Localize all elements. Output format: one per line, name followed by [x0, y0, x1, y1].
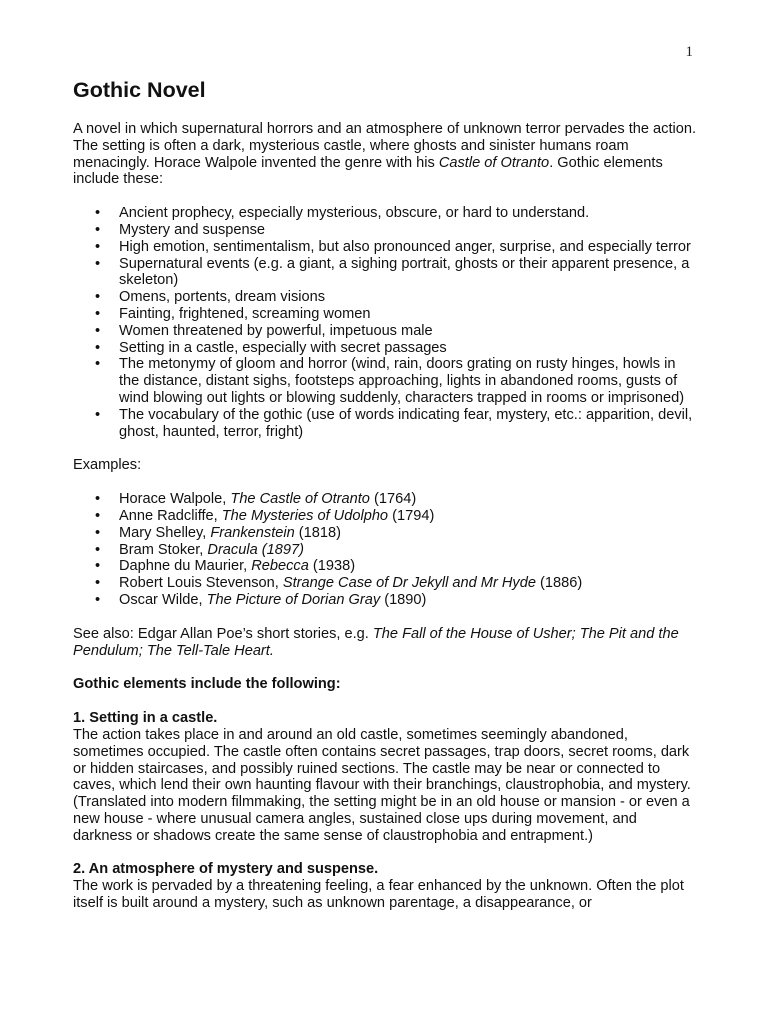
- intro-italic-title: Castle of Otranto: [438, 154, 550, 171]
- see-also-titles: The Fall of the House of Usher; The Pit and the Pendulum; The Tell-Tale Heart.: [73, 625, 679, 659]
- list-item: • Omens, portents, dream visions: [73, 289, 698, 306]
- example-item: [73, 491, 698, 508]
- example-item: [73, 525, 698, 542]
- example-item: [73, 558, 698, 575]
- example-work: Rebecca: [251, 558, 309, 575]
- example-author: Daphne du Maurier,: [119, 558, 252, 575]
- example-year: (1890): [380, 591, 427, 608]
- examples-list: [73, 491, 698, 609]
- example-work: The Mysteries of Udolpho: [221, 507, 389, 524]
- see-also-text: See also: Edgar Allan Poe’s short stories, e.g.: [73, 625, 373, 642]
- section-heading: 2. An atmosphere of mystery and suspense.: [73, 861, 379, 878]
- example-author: Bram Stoker,: [119, 541, 208, 558]
- elements-heading: Gothic elements include the following:: [73, 676, 341, 693]
- example-author: Oscar Wilde,: [119, 591, 207, 608]
- list-item: • Supernatural events (e.g. a giant, a sighing portrait, ghosts or their apparent presence, a skeleton): [73, 256, 698, 290]
- example-item: [73, 592, 698, 609]
- example-work: Frankenstein: [210, 524, 295, 541]
- example-work: Dracula (1897): [207, 541, 304, 558]
- list-item: • Fainting, frightened, screaming women: [73, 306, 698, 323]
- document-body: [73, 76, 698, 912]
- intro-text-end: . Gothic elements include these:: [73, 154, 663, 188]
- example-work: Strange Case of Dr Jekyll and Mr Hyde: [282, 575, 536, 592]
- example-item: [73, 542, 698, 559]
- example-work: The Picture of Dorian Gray: [206, 591, 381, 608]
- list-item: • The vocabulary of the gothic (use of words indicating fear, mystery, etc.: apparition, devil, ghost, haunted, terror, fright): [73, 407, 698, 441]
- list-item: • The metonymy of gloom and horror (wind, rain, doors grating on rusty hinges, howls in the distance, distant sighs, footsteps approaching, lights in abandoned rooms, gusts of wind blowing out lights or blowing suddenly, characters trapped in rooms or imprisoned): [73, 356, 698, 406]
- intro-text: A novel in which supernatural horrors and an atmosphere of unknown terror pervades the action. The setting is often a dark, mysterious castle, where ghosts and sinister humans roam menacingly. Horace Walpole invented the genre with his: [73, 121, 697, 171]
- list-item: • High emotion, sentimentalism, but also pronounced anger, surprise, and especially terror: [73, 239, 698, 256]
- example-author: Robert Louis Stevenson,: [119, 575, 283, 592]
- list-item: • Mystery and suspense: [73, 222, 698, 239]
- list-item: • Ancient prophecy, especially mysterious, obscure, or hard to understand.: [73, 205, 698, 222]
- example-year: (1886): [535, 575, 583, 592]
- page-number: 1: [685, 44, 693, 60]
- example-year: (1938): [308, 558, 356, 575]
- example-item: [73, 508, 698, 525]
- see-also-paragraph: [73, 626, 698, 660]
- intro-paragraph: [73, 121, 698, 188]
- example-author: Anne Radcliffe,: [119, 507, 222, 524]
- example-year: (1764): [369, 491, 417, 508]
- example-author: Horace Walpole,: [119, 491, 231, 508]
- section-body: The action takes place in and around an old castle, sometimes seemingly abandoned, sometimes occupied. The castle often contains secret passages, trap doors, secret rooms, dark or hidden staircases, and possibly ruined sections. The castle may be near or connected to caves, which lend their own haunting flavour with their branchings, claustrophobia, and mystery. (Translated into modern filmmaking, the setting might be in an old house or mansion - or even a new house - where unusual camera angles, sustained close ups during movement, and darkness or shadows create the same sense of claustrophobia and entrapment.): [73, 726, 691, 844]
- example-work: The Castle of Otranto: [230, 491, 370, 508]
- list-item: • Setting in a castle, especially with secret passages: [73, 340, 698, 357]
- example-year: (1794): [388, 507, 435, 524]
- section-body: The work is pervaded by a threatening feeling, a fear enhanced by the unknown. Often the plot itself is built around a mystery, such as unknown parentage, a disappearance, or: [73, 878, 684, 912]
- example-item: [73, 575, 698, 592]
- example-author: Mary Shelley,: [119, 524, 211, 541]
- gothic-elements-list: [73, 205, 698, 440]
- page-title: Gothic Novel: [73, 78, 206, 102]
- section-heading: 1. Setting in a castle.: [73, 710, 218, 727]
- examples-label: Examples:: [73, 457, 142, 474]
- example-year: (1818): [294, 524, 341, 541]
- list-item: • Women threatened by powerful, impetuous male: [73, 323, 698, 340]
